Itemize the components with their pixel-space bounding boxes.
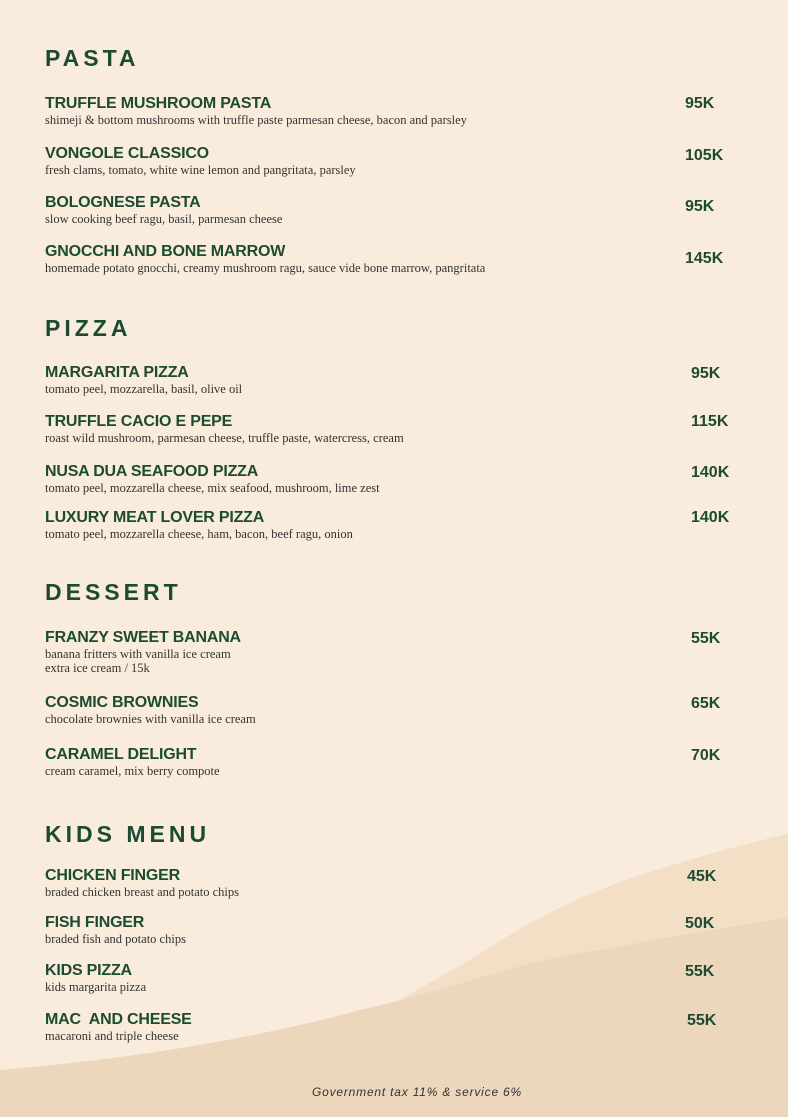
section-title-kids-menu: KIDS MENU xyxy=(45,821,211,847)
item-description: tomato peel, mozzarella, basil, olive oil xyxy=(45,382,243,396)
item-name: VONGOLE CLASSICO xyxy=(45,145,209,162)
menu-item xyxy=(45,1011,745,1043)
item-price: 95K xyxy=(685,198,715,215)
item-name: KIDS PIZZA xyxy=(45,962,132,979)
menu-item xyxy=(45,243,745,275)
item-price: 55K xyxy=(685,963,715,980)
item-description: slow cooking beef ragu, basil, parmesan cheese xyxy=(45,212,283,226)
item-description: macaroni and triple cheese xyxy=(45,1029,179,1043)
menu-item xyxy=(45,194,745,226)
item-price: 115K xyxy=(691,413,729,430)
item-price: 95K xyxy=(685,95,715,112)
item-price: 140K xyxy=(691,509,730,526)
item-description: shimeji & bottom mushrooms with truffle paste parmesan cheese, bacon and parsley xyxy=(45,113,467,127)
item-description-extra: extra ice cream / 15k xyxy=(45,661,150,675)
section-title-pasta: PASTA xyxy=(45,45,140,71)
item-price: 105K xyxy=(685,147,724,164)
item-description: fresh clams, tomato, white wine lemon and pangritata, parsley xyxy=(45,163,356,177)
item-description: tomato peel, mozzarella cheese, mix seafood, mushroom, lime zest xyxy=(45,481,380,495)
item-description: tomato peel, mozzarella cheese, ham, bacon, beef ragu, onion xyxy=(45,527,353,541)
item-name: LUXURY MEAT LOVER PIZZA xyxy=(45,509,265,526)
menu-item xyxy=(45,145,745,177)
menu-item xyxy=(45,694,745,726)
menu-item xyxy=(45,746,745,778)
item-price: 145K xyxy=(685,250,724,267)
menu-item xyxy=(45,962,745,994)
item-name: MAC AND CHEESE xyxy=(45,1011,192,1028)
item-description: braded chicken breast and potato chips xyxy=(45,885,240,899)
tax-service-note: Government tax 11% & service 6% xyxy=(312,1085,522,1099)
item-price: 70K xyxy=(691,747,721,764)
item-description: roast wild mushroom, parmesan cheese, truffle paste, watercress, cream xyxy=(45,431,404,445)
item-price: 45K xyxy=(687,868,717,885)
item-price: 140K xyxy=(691,464,730,481)
item-price: 95K xyxy=(691,365,721,382)
menu-item xyxy=(45,95,745,127)
item-name: FRANZY SWEET BANANA xyxy=(45,629,241,646)
menu-item xyxy=(45,867,745,899)
item-price: 65K xyxy=(691,695,721,712)
menu-item xyxy=(45,413,745,445)
section-title-dessert: DESSERT xyxy=(45,579,182,605)
item-description: banana fritters with vanilla ice cream xyxy=(45,647,231,661)
item-price: 55K xyxy=(687,1012,717,1029)
item-name: FISH FINGER xyxy=(45,914,145,931)
item-description: cream caramel, mix berry compote xyxy=(45,764,220,778)
item-price: 50K xyxy=(685,915,715,932)
item-name: NUSA DUA SEAFOOD PIZZA xyxy=(45,463,259,480)
item-name: GNOCCHI AND BONE MARROW xyxy=(45,243,286,260)
item-description: braded fish and potato chips xyxy=(45,932,186,946)
menu-item xyxy=(45,629,745,675)
item-name: CARAMEL DELIGHT xyxy=(45,746,197,763)
menu-item xyxy=(45,509,745,541)
item-description: homemade potato gnocchi, creamy mushroom ragu, sauce vide bone marrow, pangritata xyxy=(45,261,486,275)
menu-item xyxy=(45,463,745,495)
item-description: kids margarita pizza xyxy=(45,980,147,994)
item-name: MARGARITA PIZZA xyxy=(45,364,189,381)
item-price: 55K xyxy=(691,630,721,647)
item-description: chocolate brownies with vanilla ice cream xyxy=(45,712,256,726)
section-title-pizza: PIZZA xyxy=(45,315,132,341)
item-name: BOLOGNESE PASTA xyxy=(45,194,201,211)
menu-item xyxy=(45,914,745,946)
item-name: CHICKEN FINGER xyxy=(45,867,180,884)
item-name: COSMIC BROWNIES xyxy=(45,694,199,711)
item-name: TRUFFLE CACIO E PEPE xyxy=(45,413,233,430)
menu-item xyxy=(45,364,745,396)
item-name: TRUFFLE MUSHROOM PASTA xyxy=(45,95,272,112)
